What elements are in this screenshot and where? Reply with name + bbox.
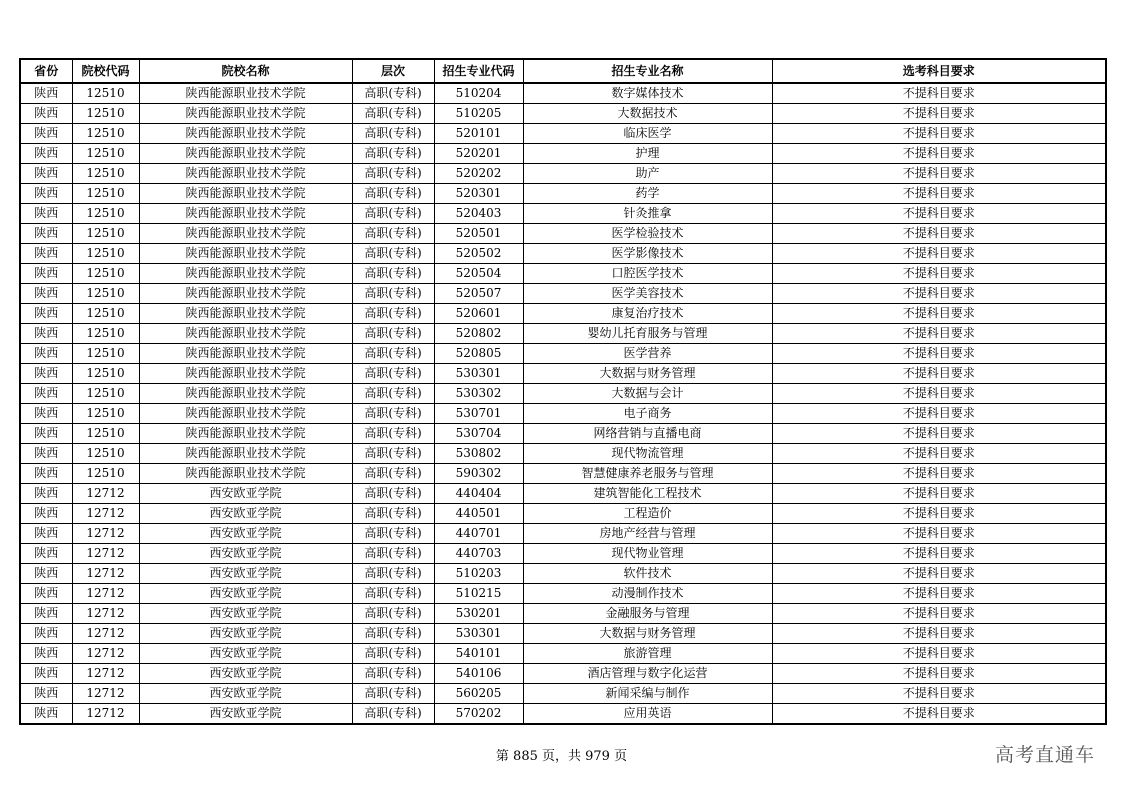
school-name-cell: 西安欧亚学院 (139, 564, 352, 584)
major-name-cell: 医学美容技术 (523, 284, 772, 304)
school-code-cell: 12510 (72, 424, 139, 444)
header-subject-requirement: 选考科目要求 (772, 59, 1106, 83)
table-row (20, 244, 1106, 264)
school-name-cell: 陕西能源职业技术学院 (139, 124, 352, 144)
province-cell: 陕西 (20, 164, 72, 184)
school-code-cell: 12712 (72, 544, 139, 564)
level-cell: 高职(专科) (352, 604, 434, 624)
school-name-cell: 西安欧亚学院 (139, 544, 352, 564)
school-name-cell: 陕西能源职业技术学院 (139, 184, 352, 204)
school-code-cell: 12712 (72, 604, 139, 624)
subject-requirement-cell: 不提科目要求 (772, 504, 1106, 524)
subject-requirement-cell: 不提科目要求 (772, 104, 1106, 124)
school-name-cell: 陕西能源职业技术学院 (139, 344, 352, 364)
table-header (20, 59, 1106, 83)
header-province: 省份 (20, 59, 72, 83)
level-cell: 高职(专科) (352, 344, 434, 364)
major-name-cell: 医学检验技术 (523, 224, 772, 244)
major-name-cell: 旅游管理 (523, 644, 772, 664)
level-cell: 高职(专科) (352, 464, 434, 484)
level-cell: 高职(专科) (352, 144, 434, 164)
level-cell: 高职(专科) (352, 544, 434, 564)
major-code-cell: 520504 (434, 264, 523, 284)
table-row (20, 624, 1106, 644)
province-cell: 陕西 (20, 544, 72, 564)
table-row (20, 544, 1106, 564)
school-code-cell: 12510 (72, 364, 139, 384)
subject-requirement-cell: 不提科目要求 (772, 284, 1106, 304)
major-name-cell: 软件技术 (523, 564, 772, 584)
header-school-code: 院校代码 (72, 59, 139, 83)
school-code-cell: 12510 (72, 384, 139, 404)
major-code-cell: 510204 (434, 83, 523, 104)
major-name-cell: 房地产经营与管理 (523, 524, 772, 544)
major-name-cell: 医学营养 (523, 344, 772, 364)
province-cell: 陕西 (20, 83, 72, 104)
school-name-cell: 西安欧亚学院 (139, 684, 352, 704)
major-name-cell: 护理 (523, 144, 772, 164)
table-row (20, 224, 1106, 244)
major-name-cell: 针灸推拿 (523, 204, 772, 224)
table-row (20, 444, 1106, 464)
level-cell: 高职(专科) (352, 704, 434, 725)
table-row (20, 144, 1106, 164)
school-name-cell: 陕西能源职业技术学院 (139, 444, 352, 464)
province-cell: 陕西 (20, 184, 72, 204)
table-row (20, 184, 1106, 204)
table-row (20, 364, 1106, 384)
major-code-cell: 440404 (434, 484, 523, 504)
school-name-cell: 西安欧亚学院 (139, 604, 352, 624)
table-row (20, 204, 1106, 224)
school-code-cell: 12712 (72, 504, 139, 524)
province-cell: 陕西 (20, 644, 72, 664)
major-code-cell: 560205 (434, 684, 523, 704)
level-cell: 高职(专科) (352, 204, 434, 224)
major-name-cell: 数字媒体技术 (523, 83, 772, 104)
school-code-cell: 12510 (72, 224, 139, 244)
level-cell: 高职(专科) (352, 364, 434, 384)
table-row (20, 424, 1106, 444)
subject-requirement-cell: 不提科目要求 (772, 644, 1106, 664)
major-code-cell: 530301 (434, 624, 523, 644)
table-row (20, 324, 1106, 344)
table-row (20, 104, 1106, 124)
page-number: 第 885 页，共 979 页 (495, 749, 628, 764)
school-name-cell: 陕西能源职业技术学院 (139, 384, 352, 404)
school-code-cell: 12510 (72, 164, 139, 184)
subject-requirement-cell: 不提科目要求 (772, 684, 1106, 704)
subject-requirement-cell: 不提科目要求 (772, 164, 1106, 184)
table-row (20, 664, 1106, 684)
major-name-cell: 助产 (523, 164, 772, 184)
level-cell: 高职(专科) (352, 644, 434, 664)
level-cell: 高职(专科) (352, 504, 434, 524)
school-name-cell: 西安欧亚学院 (139, 664, 352, 684)
major-code-cell: 530701 (434, 404, 523, 424)
level-cell: 高职(专科) (352, 124, 434, 144)
school-code-cell: 12510 (72, 404, 139, 424)
table-row (20, 464, 1106, 484)
province-cell: 陕西 (20, 344, 72, 364)
major-code-cell: 530802 (434, 444, 523, 464)
major-code-cell: 520301 (434, 184, 523, 204)
subject-requirement-cell: 不提科目要求 (772, 704, 1106, 725)
table-row (20, 704, 1106, 725)
province-cell: 陕西 (20, 664, 72, 684)
major-name-cell: 现代物业管理 (523, 544, 772, 564)
major-code-cell: 520202 (434, 164, 523, 184)
major-code-cell: 540106 (434, 664, 523, 684)
header-level: 层次 (352, 59, 434, 83)
table-row (20, 284, 1106, 304)
province-cell: 陕西 (20, 304, 72, 324)
level-cell: 高职(专科) (352, 404, 434, 424)
level-cell: 高职(专科) (352, 104, 434, 124)
header-school-name: 院校名称 (139, 59, 352, 83)
school-code-cell: 12712 (72, 524, 139, 544)
major-name-cell: 新闻采编与制作 (523, 684, 772, 704)
subject-requirement-cell: 不提科目要求 (772, 83, 1106, 104)
school-name-cell: 陕西能源职业技术学院 (139, 264, 352, 284)
school-name-cell: 陕西能源职业技术学院 (139, 304, 352, 324)
province-cell: 陕西 (20, 564, 72, 584)
school-name-cell: 西安欧亚学院 (139, 624, 352, 644)
level-cell: 高职(专科) (352, 83, 434, 104)
school-name-cell: 陕西能源职业技术学院 (139, 244, 352, 264)
major-name-cell: 婴幼儿托育服务与管理 (523, 324, 772, 344)
major-code-cell: 520805 (434, 344, 523, 364)
school-code-cell: 12510 (72, 244, 139, 264)
school-code-cell: 12510 (72, 344, 139, 364)
major-code-cell: 540101 (434, 644, 523, 664)
header-major-code: 招生专业代码 (434, 59, 523, 83)
admission-table-container (19, 58, 1107, 725)
level-cell: 高职(专科) (352, 324, 434, 344)
school-name-cell: 陕西能源职业技术学院 (139, 284, 352, 304)
level-cell: 高职(专科) (352, 184, 434, 204)
school-code-cell: 12712 (72, 484, 139, 504)
subject-requirement-cell: 不提科目要求 (772, 184, 1106, 204)
subject-requirement-cell: 不提科目要求 (772, 304, 1106, 324)
admission-table (19, 58, 1107, 725)
school-code-cell: 12712 (72, 664, 139, 684)
school-code-cell: 12510 (72, 184, 139, 204)
level-cell: 高职(专科) (352, 684, 434, 704)
school-code-cell: 12510 (72, 464, 139, 484)
province-cell: 陕西 (20, 104, 72, 124)
level-cell: 高职(专科) (352, 244, 434, 264)
table-row (20, 304, 1106, 324)
level-cell: 高职(专科) (352, 424, 434, 444)
school-code-cell: 12510 (72, 324, 139, 344)
school-name-cell: 西安欧亚学院 (139, 644, 352, 664)
province-cell: 陕西 (20, 224, 72, 244)
major-name-cell: 智慧健康养老服务与管理 (523, 464, 772, 484)
level-cell: 高职(专科) (352, 664, 434, 684)
subject-requirement-cell: 不提科目要求 (772, 264, 1106, 284)
major-name-cell: 药学 (523, 184, 772, 204)
major-name-cell: 酒店管理与数字化运营 (523, 664, 772, 684)
level-cell: 高职(专科) (352, 264, 434, 284)
table-row (20, 264, 1106, 284)
major-name-cell: 大数据与财务管理 (523, 624, 772, 644)
major-name-cell: 大数据与财务管理 (523, 364, 772, 384)
school-code-cell: 12510 (72, 83, 139, 104)
subject-requirement-cell: 不提科目要求 (772, 404, 1106, 424)
table-row (20, 344, 1106, 364)
school-code-cell: 12510 (72, 264, 139, 284)
major-code-cell: 530301 (434, 364, 523, 384)
table-body (20, 83, 1106, 724)
subject-requirement-cell: 不提科目要求 (772, 524, 1106, 544)
school-code-cell: 12712 (72, 564, 139, 584)
major-name-cell: 电子商务 (523, 404, 772, 424)
major-code-cell: 590302 (434, 464, 523, 484)
province-cell: 陕西 (20, 684, 72, 704)
major-code-cell: 440703 (434, 544, 523, 564)
province-cell: 陕西 (20, 624, 72, 644)
subject-requirement-cell: 不提科目要求 (772, 324, 1106, 344)
province-cell: 陕西 (20, 424, 72, 444)
province-cell: 陕西 (20, 444, 72, 464)
school-name-cell: 西安欧亚学院 (139, 484, 352, 504)
header-row (20, 59, 1106, 83)
province-cell: 陕西 (20, 244, 72, 264)
major-code-cell: 520201 (434, 144, 523, 164)
subject-requirement-cell: 不提科目要求 (772, 384, 1106, 404)
major-name-cell: 临床医学 (523, 124, 772, 144)
school-code-cell: 12510 (72, 204, 139, 224)
school-code-cell: 12712 (72, 624, 139, 644)
level-cell: 高职(专科) (352, 384, 434, 404)
subject-requirement-cell: 不提科目要求 (772, 144, 1106, 164)
province-cell: 陕西 (20, 704, 72, 725)
watermark-text: 高考直通车 (994, 744, 1095, 766)
level-cell: 高职(专科) (352, 484, 434, 504)
table-row (20, 504, 1106, 524)
province-cell: 陕西 (20, 364, 72, 384)
table-row (20, 384, 1106, 404)
subject-requirement-cell: 不提科目要求 (772, 624, 1106, 644)
school-name-cell: 陕西能源职业技术学院 (139, 144, 352, 164)
major-name-cell: 网络营销与直播电商 (523, 424, 772, 444)
table-row (20, 604, 1106, 624)
major-code-cell: 520507 (434, 284, 523, 304)
province-cell: 陕西 (20, 124, 72, 144)
major-name-cell: 现代物流管理 (523, 444, 772, 464)
school-name-cell: 西安欧亚学院 (139, 584, 352, 604)
province-cell: 陕西 (20, 604, 72, 624)
table-row (20, 684, 1106, 704)
province-cell: 陕西 (20, 504, 72, 524)
header-major-name: 招生专业名称 (523, 59, 772, 83)
school-name-cell: 陕西能源职业技术学院 (139, 424, 352, 444)
major-code-cell: 440701 (434, 524, 523, 544)
school-name-cell: 西安欧亚学院 (139, 504, 352, 524)
major-code-cell: 520101 (434, 124, 523, 144)
level-cell: 高职(专科) (352, 444, 434, 464)
level-cell: 高职(专科) (352, 524, 434, 544)
subject-requirement-cell: 不提科目要求 (772, 204, 1106, 224)
school-name-cell: 西安欧亚学院 (139, 524, 352, 544)
school-name-cell: 陕西能源职业技术学院 (139, 164, 352, 184)
school-code-cell: 12712 (72, 684, 139, 704)
school-name-cell: 西安欧亚学院 (139, 704, 352, 725)
level-cell: 高职(专科) (352, 564, 434, 584)
school-code-cell: 12712 (72, 584, 139, 604)
subject-requirement-cell: 不提科目要求 (772, 244, 1106, 264)
province-cell: 陕西 (20, 584, 72, 604)
subject-requirement-cell: 不提科目要求 (772, 604, 1106, 624)
school-code-cell: 12510 (72, 444, 139, 464)
subject-requirement-cell: 不提科目要求 (772, 344, 1106, 364)
subject-requirement-cell: 不提科目要求 (772, 444, 1106, 464)
major-code-cell: 510205 (434, 104, 523, 124)
table-row (20, 83, 1106, 104)
subject-requirement-cell: 不提科目要求 (772, 224, 1106, 244)
major-code-cell: 440501 (434, 504, 523, 524)
table-row (20, 164, 1106, 184)
level-cell: 高职(专科) (352, 584, 434, 604)
school-code-cell: 12712 (72, 644, 139, 664)
school-code-cell: 12510 (72, 144, 139, 164)
subject-requirement-cell: 不提科目要求 (772, 564, 1106, 584)
school-name-cell: 陕西能源职业技术学院 (139, 364, 352, 384)
major-name-cell: 金融服务与管理 (523, 604, 772, 624)
subject-requirement-cell: 不提科目要求 (772, 544, 1106, 564)
major-name-cell: 动漫制作技术 (523, 584, 772, 604)
subject-requirement-cell: 不提科目要求 (772, 464, 1106, 484)
province-cell: 陕西 (20, 404, 72, 424)
table-row (20, 404, 1106, 424)
table-row (20, 584, 1106, 604)
school-name-cell: 陕西能源职业技术学院 (139, 324, 352, 344)
level-cell: 高职(专科) (352, 224, 434, 244)
province-cell: 陕西 (20, 264, 72, 284)
school-code-cell: 12510 (72, 104, 139, 124)
province-cell: 陕西 (20, 144, 72, 164)
province-cell: 陕西 (20, 464, 72, 484)
level-cell: 高职(专科) (352, 164, 434, 184)
table-row (20, 124, 1106, 144)
major-code-cell: 520501 (434, 224, 523, 244)
subject-requirement-cell: 不提科目要求 (772, 484, 1106, 504)
province-cell: 陕西 (20, 524, 72, 544)
table-row (20, 564, 1106, 584)
school-name-cell: 陕西能源职业技术学院 (139, 83, 352, 104)
major-name-cell: 口腔医学技术 (523, 264, 772, 284)
subject-requirement-cell: 不提科目要求 (772, 424, 1106, 444)
province-cell: 陕西 (20, 284, 72, 304)
province-cell: 陕西 (20, 324, 72, 344)
province-cell: 陕西 (20, 204, 72, 224)
major-code-cell: 520601 (434, 304, 523, 324)
major-name-cell: 工程造价 (523, 504, 772, 524)
major-code-cell: 510215 (434, 584, 523, 604)
level-cell: 高职(专科) (352, 304, 434, 324)
major-code-cell: 520502 (434, 244, 523, 264)
major-code-cell: 570202 (434, 704, 523, 725)
major-code-cell: 510203 (434, 564, 523, 584)
major-code-cell: 530704 (434, 424, 523, 444)
table-row (20, 644, 1106, 664)
major-code-cell: 520802 (434, 324, 523, 344)
major-name-cell: 医学影像技术 (523, 244, 772, 264)
major-name-cell: 大数据与会计 (523, 384, 772, 404)
school-name-cell: 陕西能源职业技术学院 (139, 224, 352, 244)
major-name-cell: 应用英语 (523, 704, 772, 725)
subject-requirement-cell: 不提科目要求 (772, 364, 1106, 384)
major-name-cell: 大数据技术 (523, 104, 772, 124)
school-name-cell: 陕西能源职业技术学院 (139, 464, 352, 484)
school-name-cell: 陕西能源职业技术学院 (139, 404, 352, 424)
major-name-cell: 康复治疗技术 (523, 304, 772, 324)
major-code-cell: 520403 (434, 204, 523, 224)
major-code-cell: 530201 (434, 604, 523, 624)
school-code-cell: 12510 (72, 304, 139, 324)
school-code-cell: 12712 (72, 704, 139, 725)
major-code-cell: 530302 (434, 384, 523, 404)
table-row (20, 524, 1106, 544)
major-name-cell: 建筑智能化工程技术 (523, 484, 772, 504)
level-cell: 高职(专科) (352, 624, 434, 644)
school-name-cell: 陕西能源职业技术学院 (139, 204, 352, 224)
subject-requirement-cell: 不提科目要求 (772, 124, 1106, 144)
school-name-cell: 陕西能源职业技术学院 (139, 104, 352, 124)
province-cell: 陕西 (20, 484, 72, 504)
subject-requirement-cell: 不提科目要求 (772, 584, 1106, 604)
school-code-cell: 12510 (72, 124, 139, 144)
province-cell: 陕西 (20, 384, 72, 404)
school-code-cell: 12510 (72, 284, 139, 304)
table-row (20, 484, 1106, 504)
subject-requirement-cell: 不提科目要求 (772, 664, 1106, 684)
level-cell: 高职(专科) (352, 284, 434, 304)
